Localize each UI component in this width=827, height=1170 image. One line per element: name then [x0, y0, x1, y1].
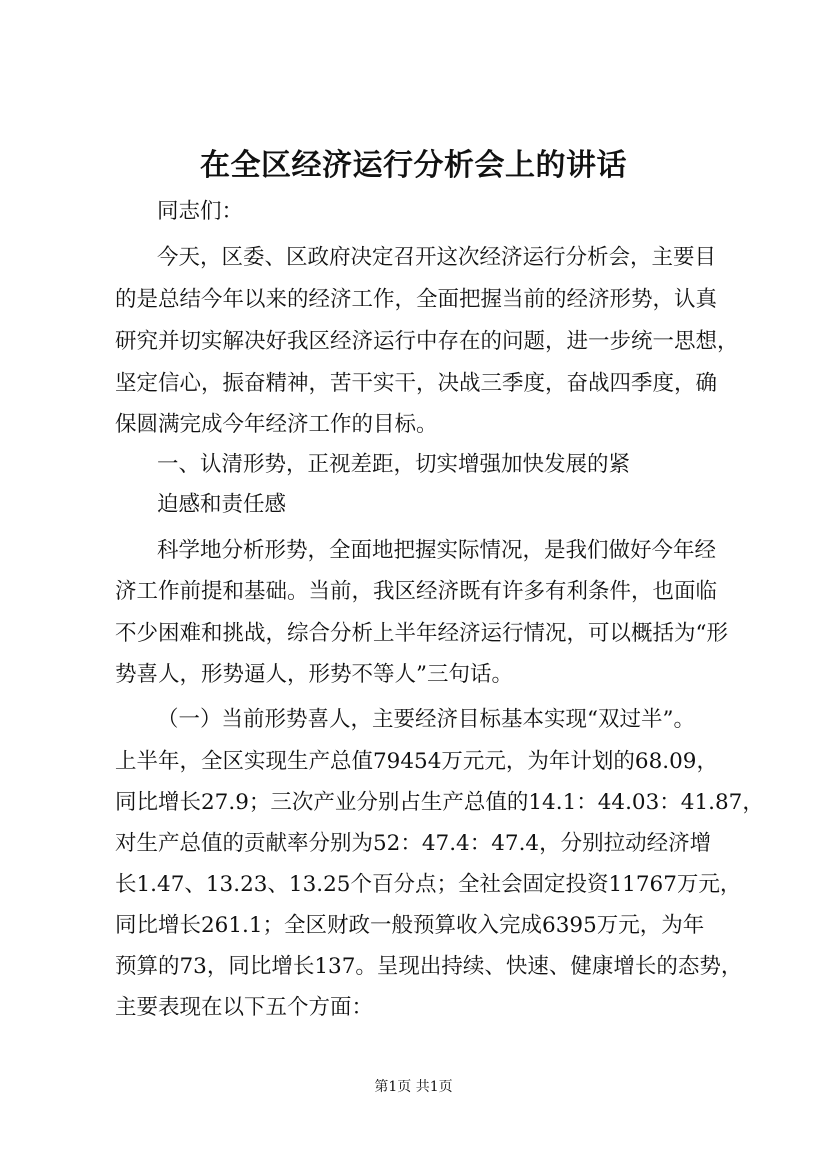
body-line: 济工作前提和基础。当前，我区经济既有许多有利条件，也面临: [115, 579, 718, 604]
subsection-heading-line: （一）当前形势喜人，主要经济目标基本实现“双过半”。: [157, 707, 695, 732]
body-line: 势喜人，形势逼人，形势不等人”三句话。: [115, 662, 513, 687]
body-line: 今天，区委、区政府决定召开这次经济运行分析会，主要目: [157, 245, 717, 270]
section-heading-line: 迫感和责任感: [157, 492, 287, 517]
body-line: 对生产总值的贡献率分别为52：47.4：47.4，分别拉动经济增: [115, 831, 712, 856]
salutation-line: 同志们：: [157, 199, 244, 224]
body-line: 上半年，全区实现生产总值79454万元元，为年计划的68.09，: [115, 749, 718, 774]
body-line: 主要表现在以下五个方面：: [115, 995, 374, 1020]
body-line: 长1.47、13.23、13.25个百分点；全社会固定投资11767万元，: [115, 872, 742, 897]
body-line: 坚定信心，振奋精神，苦干实干，决战三季度，奋战四季度，确: [115, 371, 718, 396]
section-heading-line: 一、认清形势，正视差距，切实增强加快发展的紧: [157, 452, 631, 477]
body-line: 同比增长261.1；全区财政一般预算收入完成6395万元，为年: [115, 913, 705, 938]
body-line: 科学地分析形势，全面地把握实际情况，是我们做好今年经: [157, 538, 717, 563]
document-title: 在全区经济运行分析会上的讲话: [200, 148, 627, 183]
body-line: 保圆满完成今年经济工作的目标。: [115, 412, 438, 437]
body-line: 同比增长27.9；三次产业分别占生产总值的14.1：44.03：41.87，: [115, 790, 764, 815]
body-line: 的是总结今年以来的经济工作，全面把握当前的经济形势，认真: [115, 287, 718, 312]
page-footer: 第1页 共1页: [374, 1079, 453, 1095]
body-line: 不少困难和挑战，综合分析上半年经济运行情况，可以概括为“形: [115, 621, 728, 646]
body-line: 研究并切实解决好我区经济运行中存在的问题，进一步统一思想，: [115, 329, 739, 354]
body-line: 预算的73，同比增长137。呈现出持续、快速、健康增长的态势，: [115, 954, 743, 979]
